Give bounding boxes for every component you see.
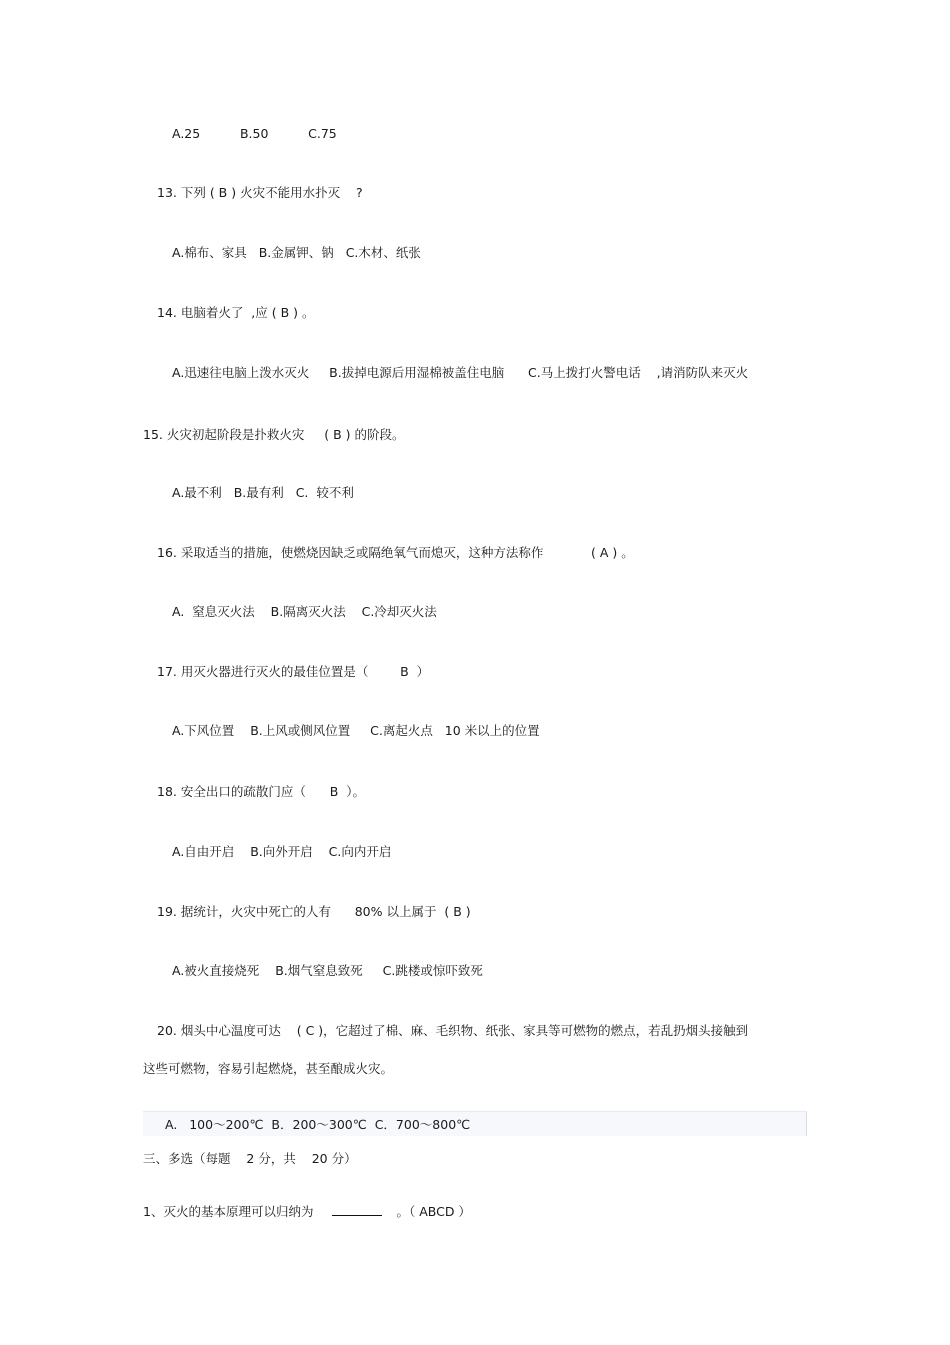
q13-question: 13. 下列 ( B ) 火灾不能用水扑灭 ? bbox=[157, 185, 363, 200]
q19-options: A.被火直接烧死 B.烟气窒息致死 C.跳楼或惊吓致死 bbox=[172, 963, 483, 978]
q15-options: A.最不利 B.最有利 C. 较不利 bbox=[172, 485, 354, 500]
q17-question: 17. 用灭火器进行灭火的最佳位置是（ B ） bbox=[157, 664, 430, 679]
q18-question: 18. 安全出口的疏散门应（ B ）。 bbox=[157, 784, 365, 799]
q16-question: 16. 采取适当的措施，使燃烧因缺乏或隔绝氧气而熄灭，这种方法称作 ( A ) 。 bbox=[157, 545, 634, 560]
multi-q1-answer: 。（ ABCD ） bbox=[396, 1204, 471, 1219]
q20-options: A. 100～200℃ B．200～300℃ C．700～800℃ bbox=[165, 1117, 471, 1132]
multi-q1-text: 1、灭火的基本原理可以归纳为 bbox=[143, 1204, 314, 1219]
multi-q1 bbox=[143, 1204, 471, 1220]
q20-question-line2: 这些可燃物，容易引起燃烧，甚至酿成火灾。 bbox=[143, 1061, 394, 1076]
q17-options: A.下风位置 B.上风或侧风位置 C.离起火点 10 米以上的位置 bbox=[172, 723, 540, 738]
section-heading-multiple-choice: 三、多选（每题 2 分，共 20 分） bbox=[143, 1151, 357, 1166]
q20-question-line1: 20. 烟头中心温度可达 ( C )，它超过了棉、麻、毛织物、纸张、家具等可燃物的燃点，若乱扔烟头接触到 bbox=[157, 1023, 749, 1038]
q18-options: A.自由开启 B.向外开启 C.向内开启 bbox=[172, 844, 392, 859]
q13-options: A.棉布、家具 B.金属钾、钠 C.木材、纸张 bbox=[172, 245, 421, 260]
q14-options: A.迅速往电脑上泼水灭火 B.拔掉电源后用湿棉被盖住电脑 C.马上拨打火警电话 ,请消防队来灭火 bbox=[172, 365, 749, 380]
q15-question: 15. 火灾初起阶段是扑救火灾 ( B ) 的阶段。 bbox=[143, 427, 405, 442]
answer-blank bbox=[332, 1205, 382, 1216]
q16-options: A. 窒息灭火法 B.隔离灭火法 C.冷却灭火法 bbox=[172, 604, 437, 619]
q14-question: 14. 电脑着火了 ,应 ( B ) 。 bbox=[157, 305, 315, 320]
q19-question: 19. 据统计，火灾中死亡的人有 80% 以上属于 ( B ) bbox=[157, 904, 471, 919]
q12-options: A.25 B.50 C.75 bbox=[172, 126, 337, 141]
